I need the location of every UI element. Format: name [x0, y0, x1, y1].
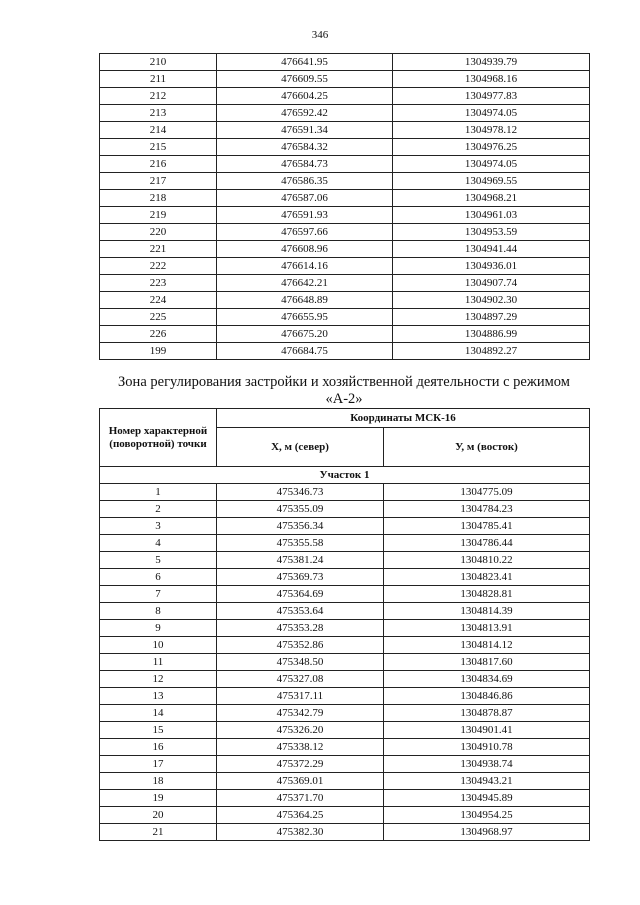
- x-coordinate-cell: 475381.24: [217, 552, 384, 569]
- point-number-cell: 218: [100, 190, 217, 207]
- x-coordinate-cell: 476642.21: [217, 275, 393, 292]
- y-coordinate-cell: 1304814.39: [384, 603, 590, 620]
- point-number-cell: 214: [100, 122, 217, 139]
- y-coordinate-cell: 1304945.89: [384, 790, 590, 807]
- x-coordinate-cell: 476684.75: [217, 343, 393, 360]
- point-number-cell: 9: [100, 620, 217, 637]
- y-coordinate-cell: 1304977.83: [393, 88, 590, 105]
- x-coordinate-cell: 476587.06: [217, 190, 393, 207]
- point-number-cell: 221: [100, 241, 217, 258]
- point-number-cell: 216: [100, 156, 217, 173]
- coordinates-table-zone-a2: [99, 408, 590, 841]
- x-coordinate-cell: 476604.25: [217, 88, 393, 105]
- point-number-cell: 10: [100, 637, 217, 654]
- table-row: [100, 88, 590, 105]
- table-row: [100, 139, 590, 156]
- table-body: [100, 54, 590, 360]
- x-coordinate-cell: 476597.66: [217, 224, 393, 241]
- x-coordinate-cell: 476586.35: [217, 173, 393, 190]
- y-coordinate-cell: 1304775.09: [384, 484, 590, 501]
- point-number-cell: 213: [100, 105, 217, 122]
- table-row: [100, 241, 590, 258]
- x-coordinate-cell: 476584.32: [217, 139, 393, 156]
- table-row: [100, 105, 590, 122]
- table-row: [100, 790, 590, 807]
- table-row: [100, 637, 590, 654]
- x-coordinate-cell: 476609.55: [217, 71, 393, 88]
- table-row: [100, 756, 590, 773]
- section-label: Участок 1: [100, 467, 590, 484]
- x-coordinate-cell: 475356.34: [217, 518, 384, 535]
- x-coordinate-cell: 475364.69: [217, 586, 384, 603]
- table-row: [100, 671, 590, 688]
- page-number: 346: [311, 29, 329, 41]
- point-number-cell: 16: [100, 739, 217, 756]
- table-row: [100, 824, 590, 841]
- point-number-cell: 21: [100, 824, 217, 841]
- point-number-cell: 20: [100, 807, 217, 824]
- y-coordinate-cell: 1304953.59: [393, 224, 590, 241]
- table-row: [100, 309, 590, 326]
- y-coordinate-cell: 1304968.97: [384, 824, 590, 841]
- table-row: [100, 224, 590, 241]
- x-coordinate-cell: 475317.11: [217, 688, 384, 705]
- x-coordinate-cell: 476591.93: [217, 207, 393, 224]
- y-coordinate-cell: 1304974.05: [393, 105, 590, 122]
- point-number-cell: 5: [100, 552, 217, 569]
- x-coordinate-cell: 475382.30: [217, 824, 384, 841]
- table-row: [100, 620, 590, 637]
- table-row: [100, 535, 590, 552]
- table-row: [100, 654, 590, 671]
- zone-title: Зона регулирования застройки и хозяйственной деятельности с режимом «А-2»: [118, 374, 570, 407]
- x-coordinate-cell: 475342.79: [217, 705, 384, 722]
- x-coordinate-cell: 475369.73: [217, 569, 384, 586]
- point-number-cell: 3: [100, 518, 217, 535]
- x-coordinate-cell: 475355.58: [217, 535, 384, 552]
- x-coordinate-cell: 475348.50: [217, 654, 384, 671]
- point-number-cell: 224: [100, 292, 217, 309]
- y-coordinate-cell: 1304938.74: [384, 756, 590, 773]
- table-header: [100, 409, 590, 467]
- table-row: [100, 292, 590, 309]
- table-row: [100, 326, 590, 343]
- x-coordinate-cell: 476648.89: [217, 292, 393, 309]
- table-row: [100, 807, 590, 824]
- x-coordinate-cell: 475369.01: [217, 773, 384, 790]
- point-number-cell: 210: [100, 54, 217, 71]
- y-coordinate-cell: 1304892.27: [393, 343, 590, 360]
- point-number-cell: 226: [100, 326, 217, 343]
- table-row: [100, 343, 590, 360]
- y-coordinate-cell: 1304897.29: [393, 309, 590, 326]
- table-row: [100, 688, 590, 705]
- point-number-cell: 13: [100, 688, 217, 705]
- point-number-cell: 212: [100, 88, 217, 105]
- y-coordinate-cell: 1304834.69: [384, 671, 590, 688]
- point-number-cell: 220: [100, 224, 217, 241]
- y-coordinate-cell: 1304978.12: [393, 122, 590, 139]
- x-coordinate-cell: 475338.12: [217, 739, 384, 756]
- y-coordinate-cell: 1304968.16: [393, 71, 590, 88]
- table-row: [100, 54, 590, 71]
- y-coordinate-cell: 1304846.86: [384, 688, 590, 705]
- y-coordinate-cell: 1304878.87: [384, 705, 590, 722]
- table-row: [100, 275, 590, 292]
- table-body: [100, 467, 590, 841]
- point-number-cell: 4: [100, 535, 217, 552]
- y-coordinate-cell: 1304784.23: [384, 501, 590, 518]
- x-coordinate-cell: 475353.64: [217, 603, 384, 620]
- y-coordinate-cell: 1304976.25: [393, 139, 590, 156]
- table-row: [100, 258, 590, 275]
- table-row: [100, 518, 590, 535]
- y-coordinate-cell: 1304828.81: [384, 586, 590, 603]
- point-number-cell: 217: [100, 173, 217, 190]
- x-coordinate-cell: 475327.08: [217, 671, 384, 688]
- y-coordinate-cell: 1304936.01: [393, 258, 590, 275]
- point-number-cell: 1: [100, 484, 217, 501]
- table-row: [100, 484, 590, 501]
- table-row: [100, 190, 590, 207]
- point-number-cell: 215: [100, 139, 217, 156]
- y-coordinate-cell: 1304974.05: [393, 156, 590, 173]
- x-coordinate-cell: 476641.95: [217, 54, 393, 71]
- y-coordinate-cell: 1304907.74: [393, 275, 590, 292]
- point-number-cell: 11: [100, 654, 217, 671]
- y-coordinate-cell: 1304901.41: [384, 722, 590, 739]
- point-number-cell: 222: [100, 258, 217, 275]
- y-coordinate-cell: 1304814.12: [384, 637, 590, 654]
- x-coordinate-cell: 476614.16: [217, 258, 393, 275]
- table-row: [100, 603, 590, 620]
- point-number-cell: 8: [100, 603, 217, 620]
- table-row: [100, 501, 590, 518]
- x-coordinate-cell: 475371.70: [217, 790, 384, 807]
- table-row: [100, 122, 590, 139]
- y-coordinate-cell: 1304910.78: [384, 739, 590, 756]
- y-coordinate-cell: 1304968.21: [393, 190, 590, 207]
- table-row: [100, 552, 590, 569]
- table-row: [100, 773, 590, 790]
- y-coordinate-cell: 1304785.41: [384, 518, 590, 535]
- x-coordinate-cell: 475372.29: [217, 756, 384, 773]
- x-coordinate-cell: 475355.09: [217, 501, 384, 518]
- point-number-cell: 12: [100, 671, 217, 688]
- x-coordinate-cell: 476655.95: [217, 309, 393, 326]
- table-row: [100, 739, 590, 756]
- point-number-cell: 19: [100, 790, 217, 807]
- table-row: [100, 586, 590, 603]
- point-number-cell: 14: [100, 705, 217, 722]
- table-row: [100, 705, 590, 722]
- y-coordinate-cell: 1304786.44: [384, 535, 590, 552]
- point-number-cell: 223: [100, 275, 217, 292]
- y-coordinate-cell: 1304886.99: [393, 326, 590, 343]
- x-coordinate-cell: 475346.73: [217, 484, 384, 501]
- y-coordinate-cell: 1304823.41: [384, 569, 590, 586]
- point-number-cell: 15: [100, 722, 217, 739]
- point-number-cell: 18: [100, 773, 217, 790]
- table-row: [100, 71, 590, 88]
- table-row: [100, 173, 590, 190]
- y-coordinate-cell: 1304817.60: [384, 654, 590, 671]
- y-coordinate-cell: 1304941.44: [393, 241, 590, 258]
- table-row: [100, 569, 590, 586]
- point-number-cell: 211: [100, 71, 217, 88]
- x-coordinate-cell: 476608.96: [217, 241, 393, 258]
- y-coordinate-cell: 1304902.30: [393, 292, 590, 309]
- y-coordinate-cell: 1304810.22: [384, 552, 590, 569]
- header-x: X, м (север): [217, 428, 384, 467]
- header-point-number: Номер характерной (поворотной) точки: [100, 409, 217, 467]
- table-row: [100, 722, 590, 739]
- point-number-cell: 199: [100, 343, 217, 360]
- y-coordinate-cell: 1304939.79: [393, 54, 590, 71]
- y-coordinate-cell: 1304954.25: [384, 807, 590, 824]
- header-y: У, м (восток): [384, 428, 590, 467]
- x-coordinate-cell: 475326.20: [217, 722, 384, 739]
- y-coordinate-cell: 1304813.91: [384, 620, 590, 637]
- table-row: [100, 156, 590, 173]
- x-coordinate-cell: 476592.42: [217, 105, 393, 122]
- y-coordinate-cell: 1304943.21: [384, 773, 590, 790]
- point-number-cell: 6: [100, 569, 217, 586]
- point-number-cell: 225: [100, 309, 217, 326]
- y-coordinate-cell: 1304961.03: [393, 207, 590, 224]
- x-coordinate-cell: 475353.28: [217, 620, 384, 637]
- point-number-cell: 17: [100, 756, 217, 773]
- point-number-cell: 2: [100, 501, 217, 518]
- x-coordinate-cell: 476675.20: [217, 326, 393, 343]
- y-coordinate-cell: 1304969.55: [393, 173, 590, 190]
- point-number-cell: 7: [100, 586, 217, 603]
- section-row: [100, 467, 590, 484]
- x-coordinate-cell: 476584.73: [217, 156, 393, 173]
- x-coordinate-cell: 476591.34: [217, 122, 393, 139]
- coordinates-table-continued: [99, 53, 590, 360]
- x-coordinate-cell: 475364.25: [217, 807, 384, 824]
- table-row: [100, 207, 590, 224]
- x-coordinate-cell: 475352.86: [217, 637, 384, 654]
- header-coordinates: Координаты МСК-16: [217, 409, 590, 428]
- point-number-cell: 219: [100, 207, 217, 224]
